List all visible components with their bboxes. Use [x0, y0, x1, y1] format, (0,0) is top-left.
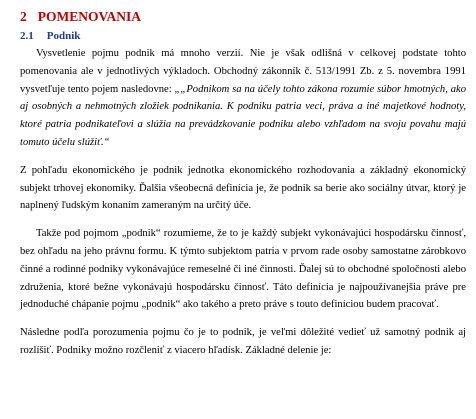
chapter-heading — [20, 8, 466, 26]
section-number: 2.1 — [20, 30, 34, 42]
chapter-number: 2 — [20, 9, 27, 24]
paragraph-classification-intro: Následne podľa porozumenia pojmu čo je to podnik, je veľmi dôležité vedieť už samotný podnik aj rozlíšiť. Podniky možno rozčleniť z viacero hľadísk. Základné delenie je: — [20, 327, 466, 356]
paragraph-economic-view: Z pohľadu ekonomického je podnik jednotka ekonomického rozhodovania a základný ekonomický subjekt trhovej ekonomiky. Ďalšia všeobecná definícia je, že podnik sa berie ako sociálny útvar, ktorý je naplnený ľudským konaním zameraným na určitý úče. — [20, 164, 466, 212]
section-heading — [20, 29, 466, 43]
paragraph-enterprise-definition: Takže pod pojmom „podnik“ rozumieme, že to je každý subjekt vykonávajúci hospodársku činnosť, bez ohľadu na jeho právnu formu. K týmto subjektom patria v prvom rade osoby samostatne zárobkovo činné a rodinné podniky vykonávajúce remeselné či iné činnosti. Ďalej sú to obchodné spoločnosti alebo združenia, ktoré bežne vykonávajú hospodársku činnosť. Táto definícia je najpoužívanejšia práve pre jednoduché chápanie pojmu „podnik“ ako takého a preto práve s touto definíciou budem pracovať. — [20, 228, 466, 311]
paragraph-definition-law — [20, 45, 466, 152]
section-title: Podnik — [46, 30, 81, 42]
law-quote: „„Podnikom sa na účely tohto zákona rozumie súbor hmotných, ako aj osobných a nehmotných zložiek podnikania. K podniku patria veci, práva a iné majetkové hodnoty, ktoré patria podnikateľovi a slúžia na prevádzkovanie podniku alebo vzhľadom na svoju povahu majú tomuto účelu slúžiť.“ — [20, 83, 466, 148]
chapter-title: POMENOVANIA — [37, 9, 142, 24]
paragraph-text: Vysvetlenie pojmu podnik má mnoho verzií. Nie je však odlišná v celkovej podstate tohto pomenovania ale v jednotlivých výkladoch. Obchodný zákonník č. 513/1991 Zb. z 5. novembra 1991 vysvetľuje tento pojem nasledovne: — [20, 48, 466, 95]
